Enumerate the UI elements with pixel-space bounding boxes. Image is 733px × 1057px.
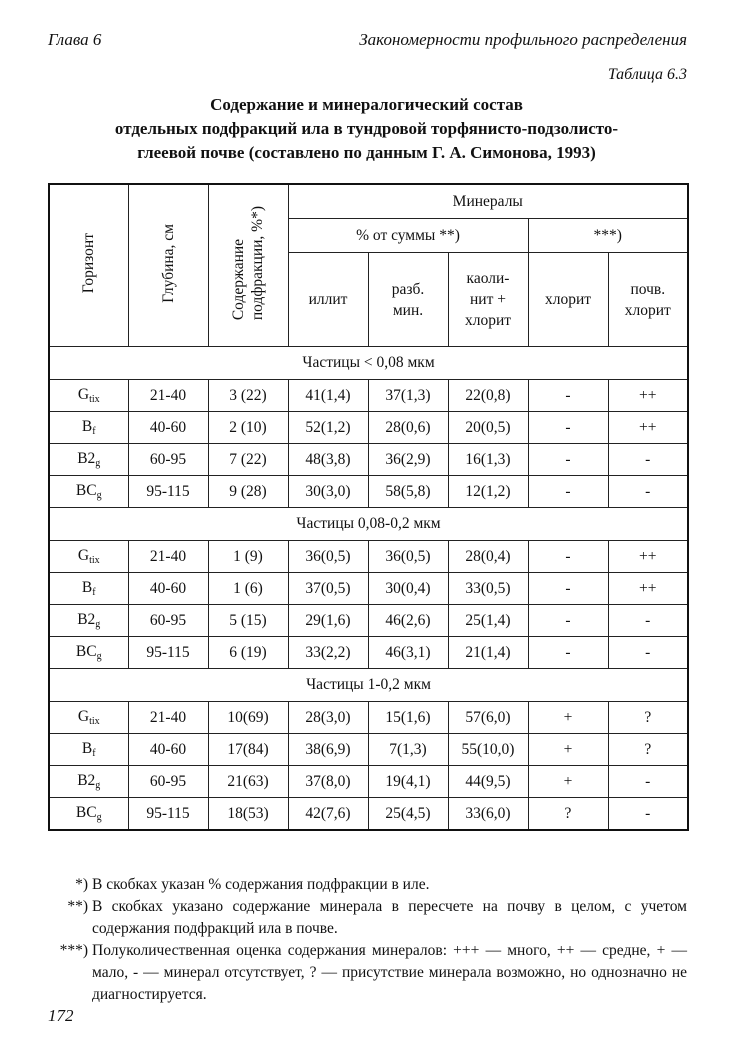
cell-mixed: 28(0,6) xyxy=(368,412,448,444)
table-row xyxy=(49,766,688,798)
minerals-table xyxy=(48,183,689,831)
footnote-text: В скобках указано содержание минерала в пересчете на почву в целом, с учетом содержания подфракций ила в почве. xyxy=(92,898,687,937)
cell-mixed: 58(5,8) xyxy=(368,476,448,508)
table-row xyxy=(49,444,688,476)
cell-horizon: $B_f$ xyxy=(49,573,128,605)
cell-depth: 40-60 xyxy=(128,734,208,766)
cell-depth: 21-40 xyxy=(128,541,208,573)
footnote xyxy=(48,896,687,940)
cell-soil-chlorite: - xyxy=(608,798,688,831)
cell-depth: 95-115 xyxy=(128,476,208,508)
cell-content: 7 (22) xyxy=(208,444,288,476)
table-row xyxy=(49,412,688,444)
cell-depth: 21-40 xyxy=(128,702,208,734)
cell-soil-chlorite: - xyxy=(608,444,688,476)
cell-content: 5 (15) xyxy=(208,605,288,637)
header-minerals: Минералы xyxy=(288,184,688,219)
cell-mixed: 46(3,1) xyxy=(368,637,448,669)
header-stars-group: ***) xyxy=(528,219,688,253)
cell-soil-chlorite: ? xyxy=(608,734,688,766)
table-row xyxy=(49,541,688,573)
cell-horizon: $B2_g$ xyxy=(49,766,128,798)
footnote xyxy=(48,874,687,896)
table-row xyxy=(49,798,688,831)
cell-depth: 60-95 xyxy=(128,444,208,476)
cell-mixed: 36(2,9) xyxy=(368,444,448,476)
cell-kaolinite: 25(1,4) xyxy=(448,605,528,637)
cell-chlorite: ? xyxy=(528,798,608,831)
cell-mixed: 7(1,3) xyxy=(368,734,448,766)
cell-mixed: 25(4,5) xyxy=(368,798,448,831)
cell-mixed: 46(2,6) xyxy=(368,605,448,637)
table-row xyxy=(49,702,688,734)
cell-mixed: 30(0,4) xyxy=(368,573,448,605)
footnote-text: В скобках указан % содержания подфракции в иле. xyxy=(92,876,430,893)
cell-horizon: $BC_g$ xyxy=(49,637,128,669)
table-row xyxy=(49,605,688,637)
cell-soil-chlorite: - xyxy=(608,766,688,798)
title-line: Содержание и минералогический состав xyxy=(210,95,523,114)
cell-mixed: 15(1,6) xyxy=(368,702,448,734)
cell-kaolinite: 55(10,0) xyxy=(448,734,528,766)
header-percent-group: % от суммы **) xyxy=(288,219,528,253)
cell-content: 2 (10) xyxy=(208,412,288,444)
cell-illite: 36(0,5) xyxy=(288,541,368,573)
cell-depth: 40-60 xyxy=(128,573,208,605)
cell-horizon: $B_f$ xyxy=(49,734,128,766)
cell-content: 10(69) xyxy=(208,702,288,734)
cell-illite: 42(7,6) xyxy=(288,798,368,831)
cell-illite: 37(0,5) xyxy=(288,573,368,605)
cell-chlorite: + xyxy=(528,702,608,734)
cell-mixed: 37(1,3) xyxy=(368,380,448,412)
cell-illite: 48(3,8) xyxy=(288,444,368,476)
footnotes xyxy=(48,874,687,1006)
cell-content: 9 (28) xyxy=(208,476,288,508)
cell-depth: 60-95 xyxy=(128,605,208,637)
running-head xyxy=(48,30,687,54)
cell-chlorite: - xyxy=(528,476,608,508)
table-row xyxy=(49,573,688,605)
title-line: отдельных подфракций ила в тундровой торфянисто-подзолисто- xyxy=(114,119,619,138)
cell-illite: 41(1,4) xyxy=(288,380,368,412)
cell-kaolinite: 20(0,5) xyxy=(448,412,528,444)
footnote-mark: **) xyxy=(67,898,88,915)
header-kaolinite: каоли- нит + хлорит xyxy=(448,253,528,347)
cell-depth: 95-115 xyxy=(128,798,208,831)
cell-kaolinite: 33(6,0) xyxy=(448,798,528,831)
cell-horizon: $B2_g$ xyxy=(49,605,128,637)
cell-chlorite: + xyxy=(528,766,608,798)
cell-content: 17(84) xyxy=(208,734,288,766)
cell-illite: 52(1,2) xyxy=(288,412,368,444)
cell-chlorite: - xyxy=(528,380,608,412)
cell-illite: 30(3,0) xyxy=(288,476,368,508)
cell-horizon: $B_f$ xyxy=(49,412,128,444)
table-row xyxy=(49,380,688,412)
cell-soil-chlorite: ? xyxy=(608,702,688,734)
cell-horizon: $BC_g$ xyxy=(49,476,128,508)
cell-soil-chlorite: - xyxy=(608,637,688,669)
cell-soil-chlorite: ++ xyxy=(608,573,688,605)
footnote-mark: *) xyxy=(75,876,88,893)
cell-depth: 40-60 xyxy=(128,412,208,444)
header-depth: Глубина, см xyxy=(128,184,208,347)
section-heading: Частицы 1-0,2 мкм xyxy=(49,669,688,702)
cell-kaolinite: 28(0,4) xyxy=(448,541,528,573)
cell-depth: 95-115 xyxy=(128,637,208,669)
header-horizon: Горизонт xyxy=(49,184,128,347)
section-heading: Частицы < 0,08 мкм xyxy=(49,347,688,380)
cell-content: 1 (9) xyxy=(208,541,288,573)
cell-soil-chlorite: - xyxy=(608,605,688,637)
table-number: Таблица 6.3 xyxy=(607,66,687,83)
cell-chlorite: - xyxy=(528,444,608,476)
header-soil-chlorite: почв. хлорит xyxy=(608,253,688,347)
cell-kaolinite: 33(0,5) xyxy=(448,573,528,605)
cell-depth: 60-95 xyxy=(128,766,208,798)
cell-illite: 29(1,6) xyxy=(288,605,368,637)
cell-content: 6 (19) xyxy=(208,637,288,669)
cell-soil-chlorite: ++ xyxy=(608,380,688,412)
cell-chlorite: - xyxy=(528,605,608,637)
cell-soil-chlorite: ++ xyxy=(608,412,688,444)
cell-soil-chlorite: - xyxy=(608,476,688,508)
cell-chlorite: - xyxy=(528,573,608,605)
cell-kaolinite: 16(1,3) xyxy=(448,444,528,476)
cell-horizon: $G_{tix}$ xyxy=(49,541,128,573)
cell-chlorite: - xyxy=(528,541,608,573)
page-number: 172 xyxy=(48,1006,74,1025)
table-body xyxy=(49,347,688,831)
table-row xyxy=(49,734,688,766)
cell-kaolinite: 22(0,8) xyxy=(448,380,528,412)
cell-horizon: $B2_g$ xyxy=(49,444,128,476)
cell-depth: 21-40 xyxy=(128,380,208,412)
cell-kaolinite: 57(6,0) xyxy=(448,702,528,734)
cell-illite: 37(8,0) xyxy=(288,766,368,798)
footnote-mark: ***) xyxy=(59,942,88,959)
cell-content: 21(63) xyxy=(208,766,288,798)
header-chlorite: хлорит xyxy=(528,253,608,347)
cell-chlorite: + xyxy=(528,734,608,766)
footnote xyxy=(48,940,687,1006)
cell-mixed: 19(4,1) xyxy=(368,766,448,798)
cell-chlorite: - xyxy=(528,412,608,444)
header-illite: иллит xyxy=(288,253,368,347)
header-content: Содержание подфракции, %*) xyxy=(208,184,288,347)
section-label: Закономерности профильного распределения xyxy=(359,30,687,49)
header-mixed: разб. мин. xyxy=(368,253,448,347)
cell-illite: 33(2,2) xyxy=(288,637,368,669)
table-row xyxy=(49,637,688,669)
table-row xyxy=(49,476,688,508)
cell-content: 18(53) xyxy=(208,798,288,831)
cell-horizon: $BC_g$ xyxy=(49,798,128,831)
cell-mixed: 36(0,5) xyxy=(368,541,448,573)
cell-kaolinite: 12(1,2) xyxy=(448,476,528,508)
cell-horizon: $G_{tix}$ xyxy=(49,380,128,412)
cell-soil-chlorite: ++ xyxy=(608,541,688,573)
cell-illite: 28(3,0) xyxy=(288,702,368,734)
cell-content: 1 (6) xyxy=(208,573,288,605)
cell-kaolinite: 44(9,5) xyxy=(448,766,528,798)
chapter-label: Глава 6 xyxy=(48,30,102,49)
cell-illite: 38(6,9) xyxy=(288,734,368,766)
cell-chlorite: - xyxy=(528,637,608,669)
cell-content: 3 (22) xyxy=(208,380,288,412)
cell-kaolinite: 21(1,4) xyxy=(448,637,528,669)
footnote-text: Полуколичественная оценка содержания минералов: +++ — много, ++ — средне, + — мало, - — минерал отсутствует, ? — присутствие минерала возможно, но однозначно не диагностируется. xyxy=(92,942,687,1003)
table-title xyxy=(40,93,693,165)
title-line: глеевой почве (составлено по данным Г. А. Симонова, 1993) xyxy=(137,143,596,162)
cell-horizon: $G_{tix}$ xyxy=(49,702,128,734)
section-heading: Частицы 0,08-0,2 мкм xyxy=(49,508,688,541)
